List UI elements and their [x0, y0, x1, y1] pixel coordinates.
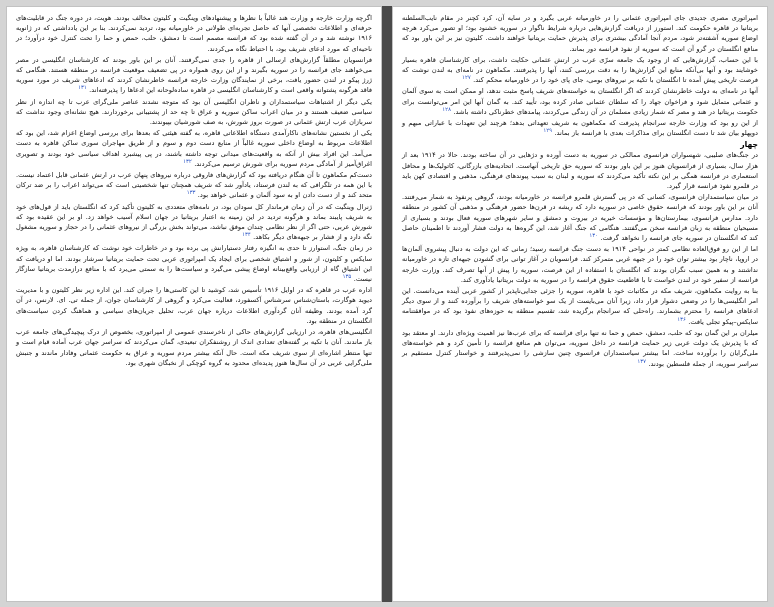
- paragraph: میلران بر این گمان بود که حلب، دمشق، حمص و حما نه تنها برای فرانسه که برای عرب‌ها نیز اهمیت ویژه‌ای دارند. او معتقد بود که با پذیرش یک دولت عربی زیر حمایت فرانسه در داخل سوریه، می‌توان هم منافع فرانسه را تأمین کرد و هم خواسته‌های ملی‌گرایان را برآورده ساخت. اما بیشتر سیاستمداران فرانسوی چنین سازشی را نمی‌پذیرفتند و خواستار کنترل مستقیم بر سراسر سوریه، از جمله فلسطین بودند. $^{۱۳۷}$: [402, 328, 758, 368]
- left-page: [6, 6, 382, 602]
- paragraph: در جنگ‌های صلیبی، شهسواران فرانسوی ممالکی در سوریه به دست آورده و دژهایی در آن ساخته بودند. حالا در ۱۹۱۴ بعد از هزار سال، بسیاری از فرانسویان هنوز بر این باور بودند که سوریه حق تاریخی آنهاست. اتحادیه‌های بازرگانی، کاتولیک‌ها و محافل استعماری در فرانسه همگی بر این نکته تأکید می‌کردند که سوریه و لبنان به سبب پیوندهای فرهنگی، مذهبی و اقتصادی کهن باید در قلمرو نفوذ فرانسه قرار گیرد.: [402, 151, 758, 191]
- paragraph: یکی از نخستین نشانه‌های ناکارآمدی دستگاه اطلاعاتی قاهره، به گفته هیئتی که بعدها برای بررسی اوضاع اعزام شد، این بود که اطلاعات مربوط به اوضاع داخلی سوریه غالباً از منابع دست دوم و سوم و از طریق مهاجران سوری ساکن قاهره به دست می‌آمد. این افراد بیش از آنکه به واقعیت‌های میدانی توجه داشته باشند، در پی پیشبرد اهداف سیاسی خود بودند و تصویری اغراق‌آمیز از آمادگی مردم سوریه برای شورش ترسیم می‌کردند. $^{۱۳۲}$: [16, 129, 372, 168]
- paragraph: آنها در نامه‌ای به دولت خاطرنشان کردند که اگر انگلستان به خواسته‌های شریف پاسخ مثبت ندهد، او ممکن است به سوی آلمان و عثمانی متمایل شود و فراخوان جهاد را که سلطان عثمانی صادر کرده بود، تأیید کند. به گمان آنها این امر می‌توانست برای حکومت بریتانیا در هند و مصر که شمار زیادی مسلمان در آن زندگی می‌کردند، پیامدهای خطرناکی داشته باشد. $^{۱۲۸}$: [402, 87, 758, 116]
- paragraph: امپراتوری مصری جدیدی جای امپراتوری عثمانی را در خاورمیانه عربی بگیرد و در سایه آن، کرد کچنر در مقام نایب‌السلطنه بریتانیا در قاهره حکومت کند. استورز از دریافت گزارش‌هایی درباره شرایط ناگوار در سوریه خشنود بود؛ او تصور می‌کرد هرچه اوضاع سوریه آشفته‌تر شود، مردم آنجا آمادگی بیشتری برای پذیرش حمایت بریتانیا خواهند داشت. کلیتون نیز بر این باور بود که منافع انگلستان در گرو آن است که سوریه از نفوذ فرانسه دور بماند.: [402, 14, 758, 53]
- paragraph: یکی دیگر از اشتباهات سیاستمداران و ناظران انگلیسی آن بود که متوجه نشدند عناصر ملی‌گرای عرب تا چه اندازه از نظر سیاسی ضعیف هستند و در میان اعراب ساکن سوریه و عراق تا چه حد از پشتیبانی برخوردارند. هیچ نشانه‌ای وجود نداشت که سربازان عرب ارتش عثمانی در صورت بروز شورش، به صف شورشیان بپیوندند.: [16, 97, 372, 127]
- footnote-marker[interactable]: ۱۳۵: [342, 273, 352, 280]
- paragraph: دست‌کم مکماهون تا آن هنگام دریافته بود که گزارش‌های فاروقی درباره نیروهای پنهان عرب در ارتش عثمانی قابل اعتماد نیست. با این همه در تلگرافی که به لندن فرستاد، یادآور شد که شریف همچنان تنها شخصیتی است که می‌تواند اعراب را بر ضد ترکان متحد کند و از دست دادن او به سود آلمان و عثمانی خواهد بود. $^{۱۳۳}$: [16, 171, 372, 200]
- paragraph: در میان سیاستمداران فرانسوی، کسانی که در پی گسترش قلمرو فرانسه در خاورمیانه بودند، گروهی پرنفوذ به شمار می‌رفتند. آنان بر این باور بودند که فرانسه حقوق خاصی در سوریه دارد که ریشه در قرن‌ها حضور فرهنگی و مذهبی آن کشور در منطقه دارد. مدارس فرانسوی، بیمارستان‌ها و مؤسسات خیریه در بیروت و دمشق و سایر شهرهای سوریه فعال بودند و بسیاری از مسیحیان منطقه به زبان فرانسه سخن می‌گفتند. هنگامی که جنگ آغاز شد، این گروه‌ها به دولت فشار آوردند تا اطمینان حاصل کند که انگلستان در سوریه جای فرانسه را نخواهد گرفت. $^{۱۳۰}$: [402, 193, 758, 243]
- paragraph: با این حساب، گزارش‌هایی که از وجود یک جامعه سرّی عرب در ارتش عثمانی حکایت داشت، برای کارشناسان قاهره بسیار خوشایند بود و آنها بی‌آنکه منابع این گزارش‌ها را به دقت بررسی کنند، آنها را پذیرفتند. مکماهون در نامه‌ای به لندن نوشت که فرصت تاریخی پیش آمده تا انگلستان با تکیه بر نیروهای بومی، جای پای خود را در خاورمیانه محکم کند. $^{۱۲۷}$: [402, 55, 758, 85]
- section-heading: چهار: [740, 140, 758, 150]
- footnote-marker[interactable]: ۱۳۰: [589, 232, 599, 239]
- footnote-marker[interactable]: ۱۳۱: [78, 85, 87, 92]
- page-gutter: [382, 6, 392, 602]
- footnote-marker[interactable]: ۱۳۳: [186, 190, 196, 197]
- footnote-marker[interactable]: ۱۳۶: [677, 316, 686, 323]
- footnote-marker[interactable]: ۱۳۴: [242, 232, 251, 239]
- paragraph: اما از این رو فوق‌العاده نظامی کمتر در نواحی ۱۹۱۴ به دست جنگ فرانسه رسید؛ زمانی که این دولت به دنبال پیشروی آلمان‌ها در اروپا، ناچار بود بیشتر توان خود را در جبهه غربی متمرکز کند. فرانسویان در آغاز توانی برای گشودن جبهه‌ای تازه در خاورمیانه نداشتند و به همین سبب نگران بودند که انگلستان با استفاده از این فرصت، سوریه را پیش از آنها تصرف کند. وزارت خارجه فرانسه از سفیر خود در لندن خواست تا با قاطعیت حقوق فرانسه را در سوریه به دولت بریتانیا یادآوری کند.: [402, 245, 759, 284]
- paragraph: بنا به روایت مکماهون، شریف مکه در مکاتبات خود با قاهره، سوریه را جزئی جدایی‌ناپذیر از کشور عربی آینده می‌دانست. این امر انگلیسی‌ها را در وضعی دشوار قرار داد، زیرا آنان می‌بایست از یک سو خواسته‌های شریف را برآورده کنند و از سوی دیگر ادعاهای فرانسه را محترم بشمارند. راه‌حلی که سرانجام برگزیده شد، تقسیم منطقه به حوزه‌های نفوذ بود که در موافقتنامه سایکس–پیکو تجلی یافت. $^{۱۳۶}$: [402, 287, 758, 326]
- right-page: [392, 6, 768, 602]
- footnote-marker[interactable]: ۱۲۷: [462, 75, 471, 82]
- paragraph: انگلیسی‌های قاهره، در ارزیابی گزارش‌های حاکی از ناخرسندی عمومی از امپراتوری، بخصوص از درک پیچیدگی‌های جامعه عرب باز ماندند. آنان با تکیه بر گفته‌های تعدادی اندک از روشنفکران تبعیدی، گمان می‌کردند که سراسر جهان عرب آماده قیام است و تنها منتظر اشاره‌ای از سوی شریف مکه است. حال آنکه بیشتر مردم سوریه و عراق به حکومت عثمانی وفادار ماندند و جنبش ملی‌گرایی عربی در آن سال‌ها هنوز پدیده‌ای محدود به گروه کوچکی از نخبگان شهری بود.: [16, 328, 372, 367]
- footnote-marker[interactable]: ۱۲۹: [543, 128, 553, 135]
- footnote-marker[interactable]: ۱۳۲: [183, 158, 192, 165]
- paragraph: فرانسویان مطلقاً گزارش‌های ارسالی از قاهره را جدی نمی‌گرفتند. آنان بر این باور بودند که کارشناسان انگلیسی در مصر می‌خواهند جای فرانسه را در سوریه بگیرند و از این روی همواره در پی تضعیف موقعیت فرانسه در منطقه هستند. هنگامی که ژرژ پیکو در لندن حضور یافت، برخی از نمایندگان وزارت خارجه فرانسه خاطرنشان کردند که ادعاهای شریف در مورد سوریه فاقد هرگونه پشتوانه واقعی است و کارشناسان انگلیسی در قاهره ساده‌لوحانه این ادعاها را پذیرفته‌اند. $^{۱۳۱}$: [16, 55, 372, 95]
- paragraph: ژنرال وینگیت که در آن زمان فرماندار کل سودان بود، در نامه‌های متعددی به کلیتون تأکید کرد که انگلستان باید از قول‌های خود به شریف پایبند بماند و هرگونه تردید در این زمینه به اعتبار بریتانیا در جهان اسلام آسیب خواهد زد. او بر این عقیده بود که شورش عربی، حتی اگر از نظر نظامی چندان موفق نباشد، می‌تواند بخش بزرگی از نیروهای عثمانی را در حجاز و سوریه مشغول نگه دارد و از فشار بر جبهه‌های دیگر بکاهد. $^{۱۳۴}$: [16, 202, 372, 242]
- paragraph: اگرچه وزارت خارجه و وزارت هند غالباً با نظرها و پیشنهادهای وینگیت و کلیتون مخالف بودند. هویت، در دوره جنگ در قابلیت‌های حرفه‌ای و اطلاعات تخصصی آنها که حاصل تجربه‌ای طولانی در خاورمیانه بود، تردید نمی‌کردند. بنا بر این یادداشتی که در ژانویه ۱۹۱۶ نوشته شد و در آن گفته شده بود که فرانسه مصمم است تا دمشق، حلب، حمص و حما را تحت کنترل خود درآورد؛ در ناحیه‌ای که مورد ادعای شریف بود، با احتیاط نگاه می‌کردند.: [16, 14, 372, 53]
- footnote-marker[interactable]: ۱۲۸: [442, 106, 451, 113]
- paragraph: از این رو بود که وزارت خارجه سرانجام پذیرفت که مکماهون به شریف تعهداتی بدهد؛ هرچند این تعهدات با عباراتی مبهم و دوپهلو بیان شد تا دست انگلستان برای مذاکرات بعدی با فرانسه باز بماند. $^{۱۲۹}$: [402, 119, 758, 138]
- paragraph: اداره عرب در قاهره که در اوایل ۱۹۱۶ تأسیس شد، کوشید تا این کاستی‌ها را جبران کند. این اداره زیر نظر کلیتون و با مدیریت دیوید هوگارت، باستان‌شناس سرشناس آکسفورد، فعالیت می‌کرد و گروهی از کارشناسان جوان، از جمله تی. ای. لارنس، در آن گرد آمده بودند. وظیفه آنان گردآوری اطلاعات درباره جهان عرب، تحلیل جریان‌های سیاسی و هماهنگ کردن سیاست‌های انگلستان در منطقه بود.: [16, 286, 372, 325]
- footnote-marker[interactable]: ۱۳۷: [637, 358, 646, 365]
- paragraph: در زمان جنگ، استوارز تا حدی به انگیزه رفتار دستیارانش پی برده بود و در خاطرات خود نوشت که کارشناسان قاهره، به ویژه سایکس و کلیتون، از شور و اشتیاق شخصی برای ایجاد یک امپراتوری عربی تحت حمایت بریتانیا سرشار بودند. اما او دریافت که این اشتیاق گاه از ارزیابی واقع‌بینانه اوضاع پیشی می‌گیرد و سیاست‌ها را به سمتی می‌برد که با منافع درازمدت بریتانیا سازگار نیست. $^{۱۳۵}$: [16, 244, 372, 284]
